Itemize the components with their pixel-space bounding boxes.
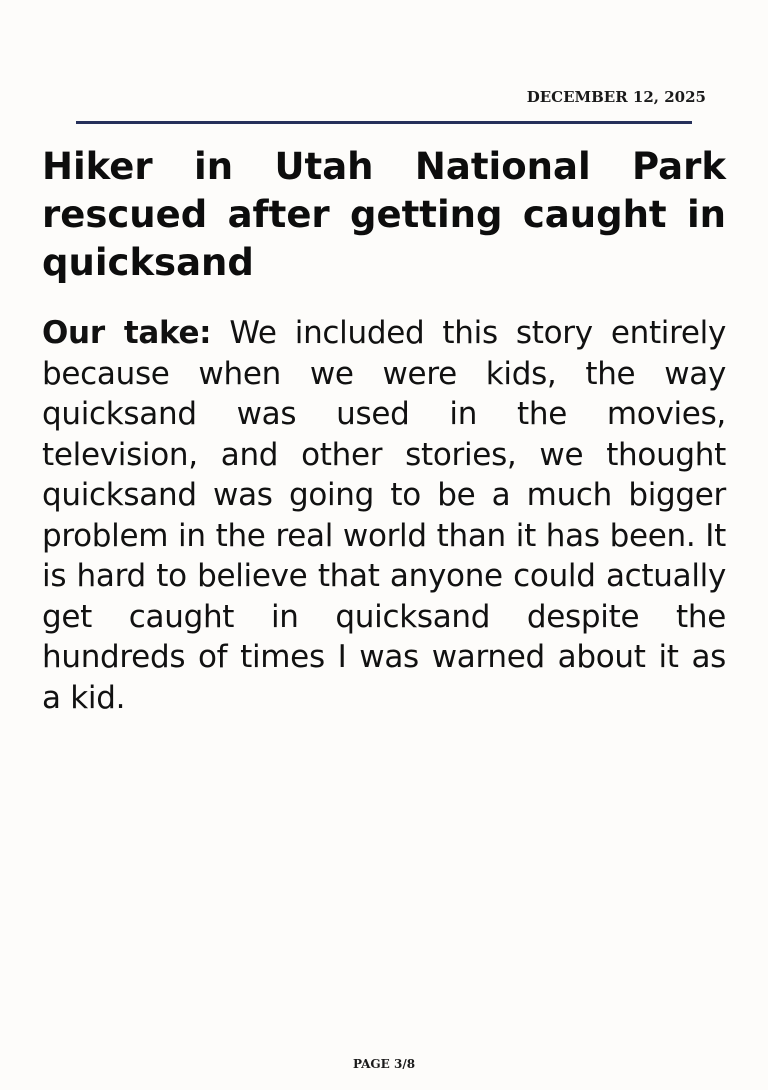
issue-date: DECEMBER 12, 2025 <box>526 88 706 106</box>
page-number: PAGE 3/8 <box>352 1057 416 1071</box>
our-take-label: Our take: <box>42 315 212 351</box>
article-headline: Hiker in Utah National Park rescued after getting caught in quicksand <box>42 145 726 284</box>
header-divider <box>76 121 692 124</box>
article-body-text: We included this story entirely because when we were kids, the way quicksand was used in the movies, television, and other stories, we thought quicksand was going to be a much bigger problem in the real world than it has been. It is hard to believe that anyone could actually get caught in quicksand despite the hundreds of times I was warned about it as a kid. <box>42 315 727 716</box>
article-body <box>42 313 726 718</box>
